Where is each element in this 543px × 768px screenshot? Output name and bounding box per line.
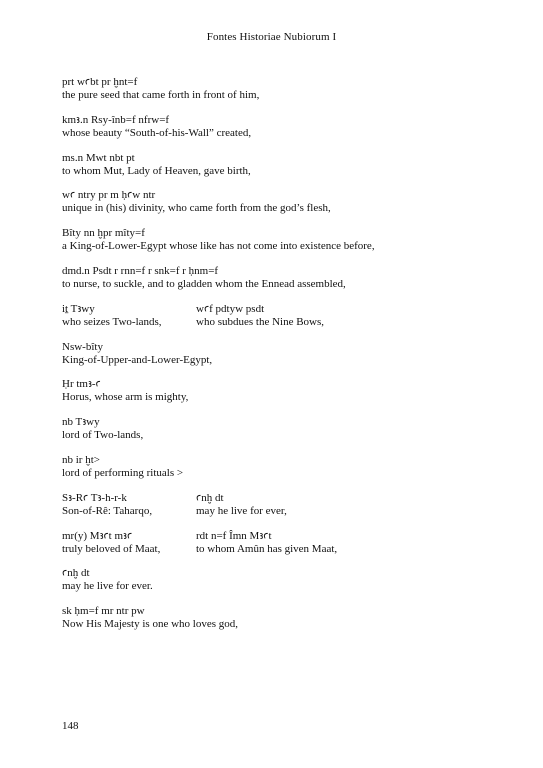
text-entry [62, 454, 482, 480]
transliteration-col-2: rdt n=f Îmn Mꜣꜥt [196, 529, 272, 542]
transliteration-line: dmd.n Psdt r rnn=f r snk=f r ḥnm=f [62, 264, 219, 277]
translation-line: Horus, whose arm is mighty, [62, 391, 189, 404]
translation-line: King-of-Upper-and-Lower-Egypt, [62, 353, 213, 366]
translation-row [62, 543, 482, 556]
transliteration-line: sk ḥm=f mr ntr pw [62, 605, 145, 618]
translation-line: to nurse, to suckle, and to gladden whom the Ennead assembled, [62, 277, 346, 290]
running-head: Fontes Historiae Nubiorum I [206, 31, 337, 43]
transliteration-col-1: iṯ Tꜣwy [62, 302, 95, 315]
text-entry [62, 567, 482, 593]
translation-col-1: who seizes Two-lands, [62, 315, 162, 328]
translation-col-1: truly beloved of Maat, [62, 542, 161, 555]
text-entry [62, 265, 482, 291]
transliteration-line: ms.n Mwt nbt pt [62, 151, 135, 164]
text-entry [62, 227, 482, 253]
text-entry [62, 492, 482, 518]
translation-line: lord of Two-lands, [62, 429, 144, 442]
translation-col-2: to whom Amûn has given Maat, [196, 542, 338, 555]
text-body [62, 76, 482, 643]
transliteration-line: Nsw-bîty [62, 340, 103, 353]
translation-line: Now His Majesty is one who loves god, [62, 618, 238, 631]
transliteration-col-2: wꜥf pdtyw psdt [196, 302, 265, 315]
page-number: 148 [62, 720, 79, 732]
text-entry [62, 605, 482, 631]
transliteration-row [62, 492, 482, 505]
translation-row [62, 505, 482, 518]
translation-line: whose beauty “South-of-his-Wall” created, [62, 126, 252, 139]
transliteration-col-1: mr(y) Mꜣꜥt mꜣꜥ [62, 529, 133, 542]
transliteration-line: kmꜣ.n Rsy-înb=f nfrw=f [62, 113, 170, 126]
transliteration-col-1: Sꜣ-Rꜥ Tꜣ-h-r-k [62, 491, 127, 504]
text-entry [62, 76, 482, 102]
translation-col-2: who subdues the Nine Bows, [196, 315, 325, 328]
translation-line: unique in (his) divinity, who came forth from the god’s flesh, [62, 202, 331, 215]
text-entry [62, 416, 482, 442]
transliteration-row [62, 303, 482, 316]
text-entry [62, 152, 482, 178]
text-entry [62, 303, 482, 329]
text-entry [62, 530, 482, 556]
transliteration-col-2: ꜥnḫ dt [196, 491, 224, 504]
translation-row [62, 316, 482, 329]
transliteration-line: nb Tꜣwy [62, 416, 100, 429]
transliteration-line: ꜥnḫ dt [62, 567, 90, 580]
text-entry [62, 189, 482, 215]
translation-line: may he live for ever. [62, 580, 153, 593]
translation-line: to whom Mut, Lady of Heaven, gave birth, [62, 164, 251, 177]
transliteration-line: Bîty nn ḫpr mîty=f [62, 227, 145, 240]
translation-col-1: Son-of-Rê: Taharqo, [62, 504, 153, 517]
translation-line: lord of performing rituals > [62, 466, 184, 479]
translation-line: the pure seed that came forth in front of him, [62, 89, 260, 101]
translation-col-2: may he live for ever, [196, 504, 287, 517]
translation-line: a King-of-Lower-Egypt whose like has not come into existence before, [62, 240, 375, 253]
transliteration-row [62, 530, 482, 543]
transliteration-line: wꜥ ntry pr m ḥꜥw ntr [62, 189, 156, 202]
text-entry [62, 341, 482, 367]
transliteration-line: nb ir ḫt> [62, 453, 100, 466]
transliteration-line: prt wꜥbt pr ḫnt=f [62, 76, 138, 88]
text-entry [62, 114, 482, 140]
transliteration-line: Ḥr tmꜣ-ꜥ [62, 378, 101, 391]
text-entry [62, 378, 482, 404]
